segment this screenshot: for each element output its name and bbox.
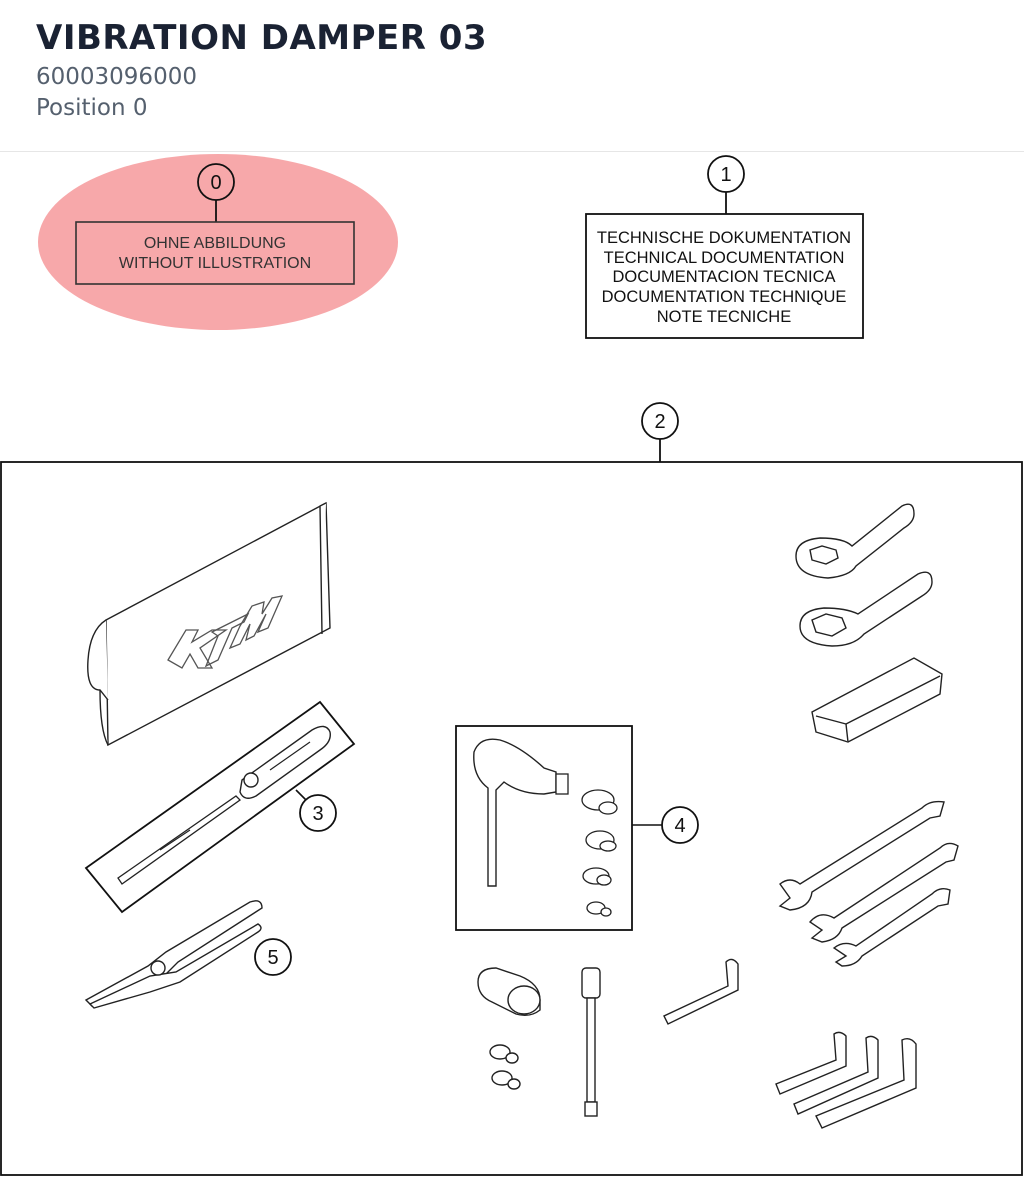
- callout-4-label: 4: [674, 815, 686, 837]
- callout-1-label: 1: [720, 164, 732, 186]
- tech-doc-line-4: DOCUMENTATION TECHNIQUE: [601, 288, 847, 306]
- callout-1[interactable]: [708, 156, 744, 214]
- no-illustration-line2: WITHOUT ILLUSTRATION: [118, 255, 312, 272]
- callout-3-label: 3: [312, 803, 324, 825]
- callout-5[interactable]: [255, 939, 291, 975]
- part-number: 60003096000: [36, 64, 197, 90]
- tech-doc-line-1: TECHNISCHE DOKUMENTATION: [596, 229, 852, 247]
- no-illustration-line1: OHNE ABBILDUNG: [143, 235, 287, 252]
- callout-0-label: 0: [210, 172, 222, 194]
- callout-2[interactable]: [642, 403, 678, 462]
- callout-5-label: 5: [267, 947, 279, 969]
- page-title: VIBRATION DAMPER 03: [36, 18, 488, 58]
- position-label: Position 0: [36, 95, 148, 121]
- callout-4[interactable]: [632, 807, 698, 843]
- callout-2-label: 2: [654, 411, 666, 433]
- hex-keys-illustration: [776, 1032, 916, 1128]
- tool-bag-illustration: [88, 503, 330, 745]
- tech-doc-line-5: NOTE TECNICHE: [656, 308, 792, 326]
- tech-doc-line-3: DOCUMENTACION TECNICA: [612, 268, 836, 286]
- allen-key-illustration: [664, 959, 738, 1024]
- open-end-wrenches-illustration: [780, 802, 958, 966]
- t-handle-set-illustration: [456, 726, 632, 930]
- callout-3[interactable]: [296, 790, 336, 831]
- pliers-illustration: [86, 901, 262, 1008]
- ring-spanners-illustration: [796, 504, 942, 742]
- tech-doc-line-2: TECHNICAL DOCUMENTATION: [603, 249, 845, 267]
- sockets-illustration: [478, 968, 600, 1116]
